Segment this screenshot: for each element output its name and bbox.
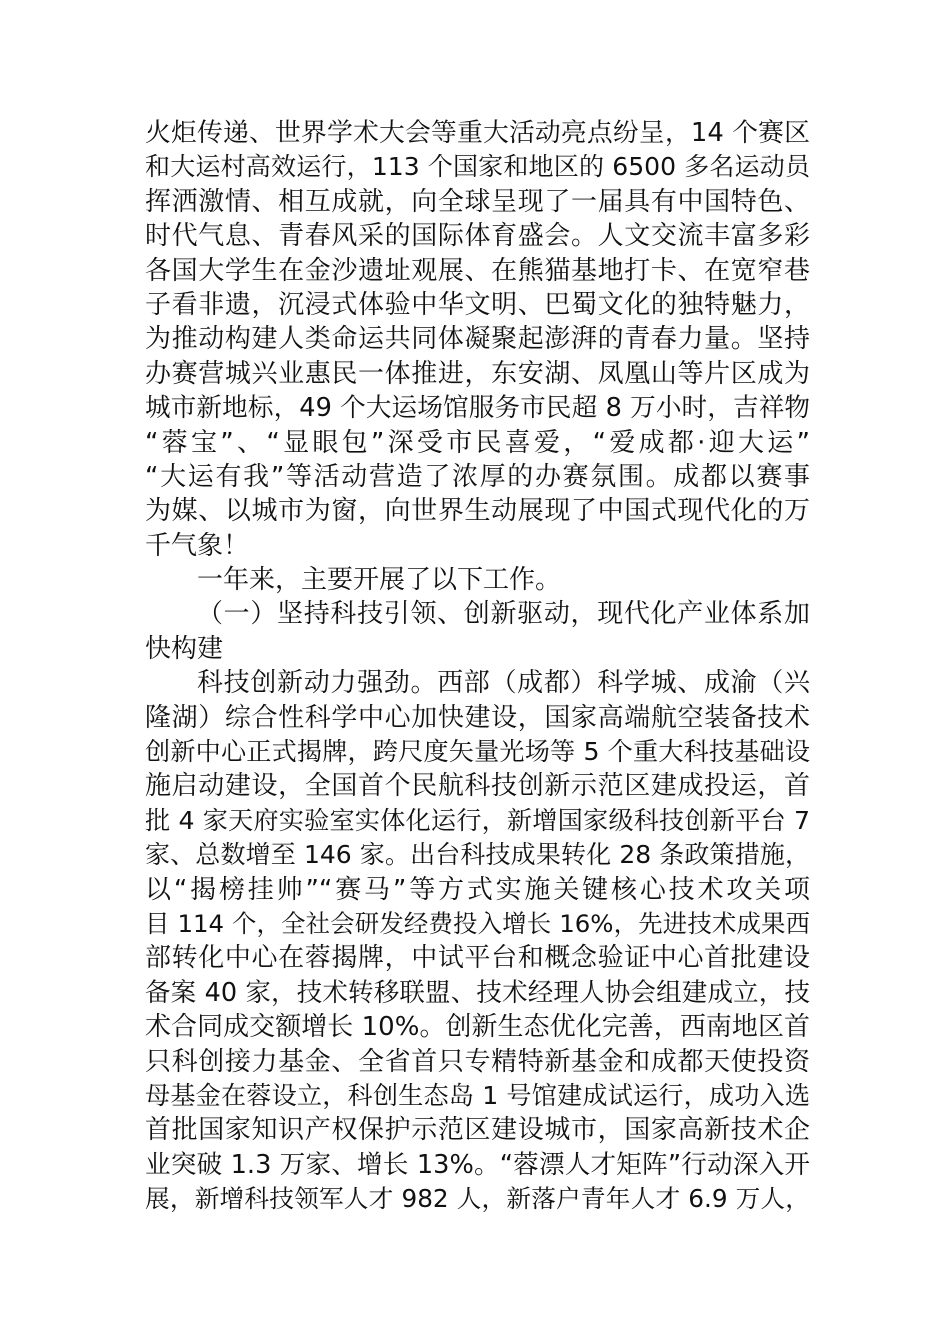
text-line: 千气象！ <box>145 530 250 561</box>
text-line: “蓉宝”、“显眼包”深受市民喜爱，“爱成都·迎大运” <box>145 427 810 458</box>
text-line: 术合同成交额增长 10%。创新生态优化完善，西南地区首 <box>145 1012 810 1043</box>
text-line: 创新中心正式揭牌，跨尺度矢量光场等 5 个重大科技基础设 <box>145 737 810 767</box>
text-line: 子看非遗，沉浸式体验中华文明、巴蜀文化的独特魅力， <box>145 289 810 320</box>
text-line: 展，新增科技领军人才 982 人，新落户青年人才 6.9 万人， <box>145 1184 810 1214</box>
text-line: 备案 40 家，技术转移联盟、技术经理人协会组建成立，技 <box>145 977 810 1008</box>
text-line: 部转化中心在蓉揭牌，中试平台和概念验证中心首批建设 <box>145 943 810 974</box>
text-line: 科技创新动力强劲。西部（成都）科学城、成渝（兴 <box>197 668 810 699</box>
text-line: 火炬传递、世界学术大会等重大活动亮点纷呈，14 个赛区 <box>145 118 810 148</box>
text-line: 母基金在蓉设立，科创生态岛 1 号馆建成试运行，成功入选 <box>145 1080 810 1110</box>
text-line: （一）坚持科技引领、创新驱动，现代化产业体系加 <box>197 599 810 630</box>
text-line: 时代气息、青春风采的国际体育盛会。人文交流丰富多彩 <box>145 221 810 252</box>
text-line: 快构建 <box>145 633 224 664</box>
text-line: 办赛营城兴业惠民一体推进，东安湖、凤凰山等片区成为 <box>145 358 810 389</box>
text-line: 隆湖）综合性科学中心加快建设，国家高端航空装备技术 <box>145 702 810 733</box>
text-line: 和大运村高效运行，113 个国家和地区的 6500 多名运动员 <box>145 152 810 182</box>
text-line: 批 4 家天府实验室实体化运行，新增国家级科技创新平台 7 <box>145 805 810 835</box>
text-line: 目 114 个，全社会研发经费投入增长 16%，先进技术成果西 <box>145 908 810 938</box>
text-line: “大运有我”等活动营造了浓厚的办赛氛围。成都以赛事 <box>145 461 810 492</box>
text-line: 业突破 1.3 万家、增长 13%。“蓉漂人才矩阵”行动深入开 <box>145 1149 810 1180</box>
text-line: 家、总数增至 146 家。出台科技成果转化 28 条政策措施， <box>145 840 810 870</box>
text-line: 为媒、以城市为窗，向世界生动展现了中国式现代化的万 <box>145 496 810 527</box>
body-text <box>145 116 810 1217</box>
text-line: 各国大学生在金沙遗址观展、在熊猫基地打卡、在宽窄巷 <box>145 255 810 286</box>
text-line: 以“揭榜挂帅”“赛马”等方式实施关键核心技术攻关项 <box>145 874 810 905</box>
text-line: 一年来，主要开展了以下工作。 <box>197 565 562 596</box>
text-line: 城市新地标，49 个大运场馆服务市民超 8 万小时，吉祥物 <box>145 393 810 424</box>
text-line: 挥洒激情、相互成就，向全球呈现了一届具有中国特色、 <box>145 186 810 217</box>
text-line: 施启动建设，全国首个民航科技创新示范区建成投运，首 <box>145 771 810 802</box>
text-line: 首批国家知识产权保护示范区建设城市，国家高新技术企 <box>145 1115 810 1146</box>
text-line: 为推动构建人类命运共同体凝聚起澎湃的青春力量。坚持 <box>145 324 810 355</box>
text-line: 只科创接力基金、全省首只专精特新基金和成都天使投资 <box>145 1046 810 1077</box>
